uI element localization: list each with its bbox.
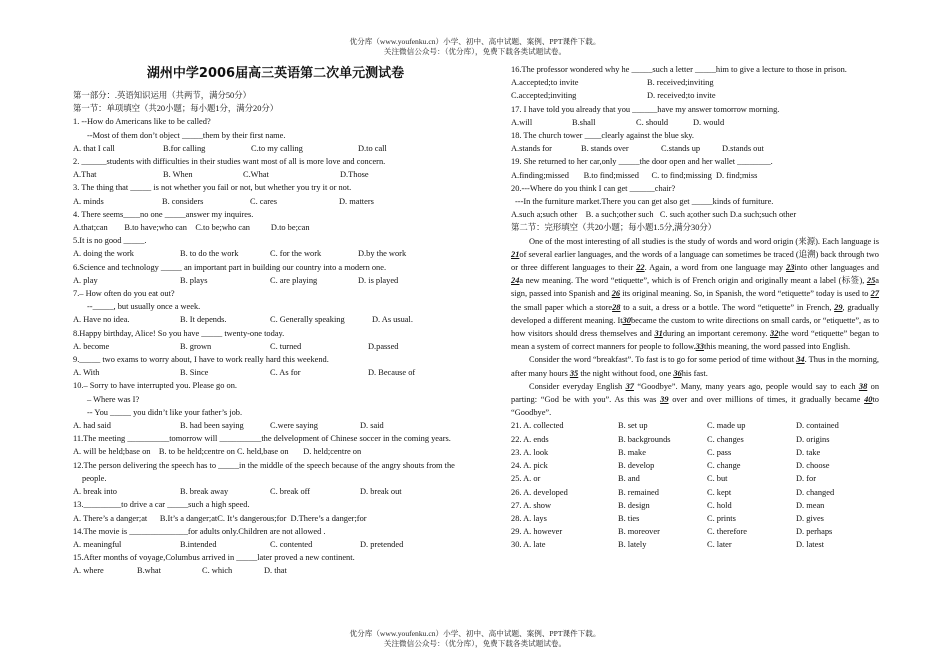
left-column — [73, 63, 478, 578]
paragraph-text: . Again, a word from one language may — [644, 263, 787, 273]
paragraph-text: into other languages and — [794, 263, 879, 273]
cloze-option-row — [511, 419, 879, 432]
question-13: 13._________to drive a car _____such a high speed. A. There’s a danger;at B.It’s a danger;atC. It’s dangerous;for D.There’s a danger;for — [73, 498, 478, 524]
blank-number: 30 — [622, 315, 631, 325]
section-heading-cloze: 第二节：完形填空（共20小题；每小题1.5分,满分30分） — [511, 223, 717, 233]
cloze-options — [511, 419, 879, 551]
question-20: 20.---Where do you think I can get ______chair? ---In the furniture market.There you can get also get _____kinds of furniture. A.such a;such other B. a such;other such C. such a;other such D.a such;such other — [511, 182, 879, 222]
footer-line-2: 关注微信公众号：（优分库），免费下载各类试题试卷。 — [383, 639, 567, 648]
cloze-option: C. later — [707, 540, 732, 550]
cloze-option: D. origins — [796, 434, 830, 444]
footer-line-1: 优分库（www.youfenku.cn）小学、初中、高中试题、案例、PPT课件下载。 — [349, 629, 601, 638]
cloze-option: C. kept — [707, 487, 732, 497]
cloze-option: 23. A. look — [511, 447, 549, 457]
cloze-option: C. made up — [707, 421, 746, 431]
cloze-option: D. latest — [796, 540, 824, 550]
paragraph-text: Consider everyday English — [529, 381, 626, 391]
options: A. become B. grown C. turned D.passed — [73, 341, 399, 351]
paragraph-text: became the custom to write directions on small cards, or “etiquette”, as to how visitors should dress themselves and — [511, 315, 880, 339]
paragraph-text: One of the most interesting of all studies is the study of words and word origin (来源). Each language is — [529, 236, 879, 246]
cloze-paragraph-1 — [511, 235, 879, 354]
paragraph-text: to a suit, a dress or a bottle. The word “etiquette” in French, — [620, 302, 835, 312]
options: A. will be held;base on B. to be held;centre on C. held,base on D. held;centre on — [73, 447, 362, 457]
cloze-option: D. mean — [796, 500, 825, 510]
question-12: 12.The person delivering the speech has to _____in the middle of the speech because of the angry shouts from the people. A. break into B. break away C. break off D. break out — [73, 459, 478, 499]
cloze-option-row — [511, 486, 879, 499]
question-14: 14.The movie is ______________for adults only.Children are not allowed . A. meaningful B.intended C. contented D. pretended — [73, 525, 478, 551]
options: A. break into B. break away C. break off D. break out — [73, 487, 402, 497]
options: A. minds B. considers C. cares D. matters — [73, 196, 374, 206]
options: A. doing the work B. to do the work C. for the work D.by the work — [73, 249, 407, 259]
blank-number: 37 — [625, 381, 634, 391]
cloze-option: 27. A. show — [511, 500, 552, 510]
cloze-option: D. changed — [796, 487, 835, 497]
cloze-option-row — [511, 538, 879, 551]
options: A. Have no idea. B. It depends. C. Generally speaking D. As usual. — [73, 315, 413, 325]
header-line-2: 关注微信公众号：（优分库），免费下载各类试题试卷。 — [383, 47, 567, 56]
paragraph-text: over and over millions of times, it gradually became — [668, 395, 865, 405]
paragraph-text: on parting: “God be with you”. As this was — [511, 381, 880, 405]
cloze-option: C. therefore — [707, 527, 747, 537]
paragraph-text: his fast. — [681, 368, 708, 378]
blank-number: 28 — [612, 302, 621, 312]
cloze-option: D. perhaps — [796, 527, 833, 537]
question-17: 17. I have told you already that you ______have my answer tomorrow morning. A.will B.shall C. should D. would — [511, 103, 879, 129]
cloze-option-row — [511, 525, 879, 538]
options: A.stands for B. stands over C.stands up D.stands out — [511, 144, 764, 154]
cloze-option: B. ties — [618, 513, 640, 523]
cloze-option-row — [511, 472, 879, 485]
options: A.that;can B.to have;who can C.to be;who can D.to be;can — [73, 223, 310, 233]
options: A.That B. When C.What D.Those — [73, 170, 369, 180]
cloze-option-row — [511, 433, 879, 446]
cloze-option: D. choose — [796, 461, 830, 471]
options: A.such a;such other B. a such;other such C. such a;other such D.a such;such other — [511, 210, 797, 220]
cloze-option: C. pass — [707, 447, 732, 457]
cloze-option: B. backgrounds — [618, 434, 671, 444]
cloze-option: 24. A. pick — [511, 461, 548, 471]
question-19: 19. She returned to her car,only _____the door open and her wallet ________. A.finding;missed B.to find;missed C. to find;missing D. find;miss — [511, 155, 879, 181]
question-10: 10.– Sorry to have interrupted you. Please go on. – Where was I? -- You _____ you didn’t like your father’s job. A. had said B. had been saying C.were saying D. said — [73, 379, 478, 432]
question-7: 7.– How often do you eat out? --_____, but usually once a week. A. Have no idea. B. It depends. C. Generally speaking D. As usual. — [73, 287, 478, 327]
blank-number: 27 — [870, 289, 879, 299]
options: A.accepted;to invite B. received;inviting — [511, 78, 714, 88]
blank-number: 26 — [611, 289, 621, 299]
paragraph-text: of several earlier languages, and the words of a language can sometimes be traced (追溯) back through two or three different languages to their — [511, 249, 879, 273]
part-heading: 第一部分：.英语知识运用（共两节，满分50分） — [73, 91, 251, 100]
section-heading: 第一节：单项填空（共20小题；每小题1分，满分20分） — [73, 104, 279, 114]
cloze-option: 29. A. however — [511, 527, 563, 537]
options: A. With B. Since C. As for D. Because of — [73, 368, 416, 378]
right-column — [511, 63, 879, 552]
paragraph-text: a sign, passed into Spanish and — [511, 276, 879, 299]
cloze-option: C. but — [707, 474, 728, 484]
blank-number: 39 — [660, 395, 669, 405]
question-18: 18. The church tower ____clearly against the blue sky. A.stands for B. stands over C.stands up D.stands out — [511, 129, 879, 155]
cloze-option: D. for — [796, 474, 817, 484]
paragraph-text: its original meaning. So, in Spanish, the word “etiquette” today is used to — [620, 289, 871, 299]
blank-number: 24 — [511, 276, 520, 286]
cloze-option: C. changes — [707, 434, 744, 444]
cloze-option: D. gives — [796, 513, 824, 523]
cloze-option: B. make — [618, 447, 646, 457]
page-footer — [0, 629, 950, 649]
cloze-option-row — [511, 499, 879, 512]
blank-number: 29 — [834, 302, 843, 312]
page-title: 湖州中学2006届高三英语第二次单元测试卷 — [146, 66, 405, 81]
blank-number: 21 — [511, 249, 520, 259]
blank-number: 22 — [636, 263, 645, 273]
cloze-option-row — [511, 459, 879, 472]
cloze-option: 28. A. lays — [511, 513, 547, 523]
cloze-option: C. hold — [707, 500, 732, 510]
cloze-option: B. lately — [618, 540, 647, 550]
paragraph-text: Consider the word “breakfast”. To fast is to go for some period of time without — [529, 355, 797, 365]
cloze-option: C. change — [707, 461, 741, 471]
paragraph-text: during an important ceremony. — [662, 329, 771, 339]
paragraph-text: the word “etiquette” began to mean a system of correct manners for people to follow. — [511, 329, 879, 352]
cloze-option: B. remained — [618, 487, 659, 497]
cloze-option: 30. A. late — [511, 540, 546, 550]
cloze-option: 26. A. developed — [511, 487, 568, 497]
question-3: 3. The thing that _____ is not whether you fail or not, but whether you try it or not. A. minds B. considers C. cares D. matters — [73, 181, 478, 207]
cloze-option: B. moreover — [618, 527, 660, 537]
header-line-1: 优分库（www.youfenku.cn）小学、初中、高中试题、案例、PPT课件下载。 — [349, 37, 601, 46]
blank-number: 33 — [695, 342, 704, 352]
paragraph-text: to “Goodbye”. — [511, 395, 879, 418]
blank-number: 32 — [770, 329, 779, 339]
cloze-option: D. take — [796, 447, 821, 457]
options: A. that I call B.for calling C.to my calling D.to call — [73, 143, 387, 153]
paragraph-text: this meaning, the word passed into English. — [703, 342, 851, 352]
question-11: 11.The meeting __________tomorrow will __________the delvelopment of Chinese soccer in the coming years. A. will be held;base on B. to be held;centre on C. held,base on D. held;centre on — [73, 432, 478, 458]
cloze-option-row — [511, 512, 879, 525]
paragraph-text: . Thus in the morning, after many hours — [511, 355, 879, 378]
options: A.finding;missed B.to find;missed C. to find;missing D. find;miss — [511, 170, 758, 180]
cloze-paragraph-3 — [511, 380, 879, 420]
options: A. had said B. had been saying C.were saying D. said — [73, 421, 384, 431]
blank-number: 36 — [673, 368, 682, 378]
blank-number: 31 — [654, 329, 663, 339]
paragraph-text: the night without food, one — [578, 368, 674, 378]
cloze-paragraph-2 — [511, 353, 879, 379]
options: A. meaningful B.intended C. contented D. pretended — [73, 539, 404, 549]
cloze-option: B. design — [618, 500, 650, 510]
paragraph-text: , gradually developed a different meaning. It — [511, 302, 879, 325]
question-6: 6.Science and technology _____ an important part in building our country into a modern one. A. play B. plays C. are playing D. is played — [73, 261, 478, 287]
blank-number: 35 — [569, 368, 579, 378]
cloze-option: 22. A. ends — [511, 434, 549, 444]
question-15: 15.After months of voyage,Columbus arrived in _____later proved a new continent. A. where B.what C. which D. that — [73, 551, 478, 577]
question-2: 2. ______students with difficulties in their studies want most of all is more love and concern. A.That B. When C.What D.Those — [73, 155, 478, 181]
question-8: 8.Happy birthday, Alice! So you have _____ twenty-one today. A. become B. grown C. turned D.passed — [73, 327, 478, 353]
paragraph-text: the small paper which a store — [511, 302, 613, 312]
paragraph-text: “Goodbye”. Many, many years ago, people would say to each — [633, 381, 859, 391]
options: A. There’s a danger;at B.It’s a danger;atC. It’s dangerous;for D.There’s a danger;for — [73, 513, 367, 523]
blank-number: 34 — [796, 355, 805, 365]
cloze-option: D. contained — [796, 421, 839, 431]
question-1: 1. --How do Americans like to be called? --Most of them don’t object _____them by their first name. A. that I call B.for calling C.to my calling D.to call — [73, 115, 478, 155]
question-16: 16.The professor wondered why he _____such a letter _____him to give a lecture to those in prison. A.accepted;to invite B. received;inviting C.accepted;inviting D. received;to invite — [511, 63, 879, 103]
cloze-option-row — [511, 446, 879, 459]
cloze-option: B. set up — [618, 421, 648, 431]
cloze-option: C. prints — [707, 513, 736, 523]
cloze-option: B. develop — [618, 461, 655, 471]
page-header — [0, 37, 950, 57]
cloze-option: B. and — [618, 474, 640, 484]
options: A. where B.what C. which D. that — [73, 566, 287, 576]
question-9: 9._____ two exams to worry about, I have to work really hard this weekend. A. With B. Since C. As for D. Because of — [73, 353, 478, 379]
blank-number: 38 — [858, 381, 868, 391]
options: A.will B.shall C. should D. would — [511, 117, 725, 127]
cloze-option: 25. A. or — [511, 474, 541, 484]
blank-number: 40 — [864, 395, 873, 405]
blank-number: 23 — [786, 263, 795, 273]
question-4: 4. There seems____no one _____answer my inquires. A.that;can B.to have;who can C.to be;who can D.to be;can — [73, 208, 478, 234]
cloze-option: 21. A. collected — [511, 421, 564, 431]
options: C.accepted;inviting D. received;to invite — [511, 91, 716, 101]
options: A. play B. plays C. are playing D. is played — [73, 275, 399, 285]
question-5: 5.It is no good _____. A. doing the work B. to do the work C. for the work D.by the work — [73, 234, 478, 260]
blank-number: 25 — [866, 276, 876, 286]
paragraph-text: a new meaning. The word “etiquette”, which is of French origin and originally meant a label (标签), — [519, 276, 867, 286]
